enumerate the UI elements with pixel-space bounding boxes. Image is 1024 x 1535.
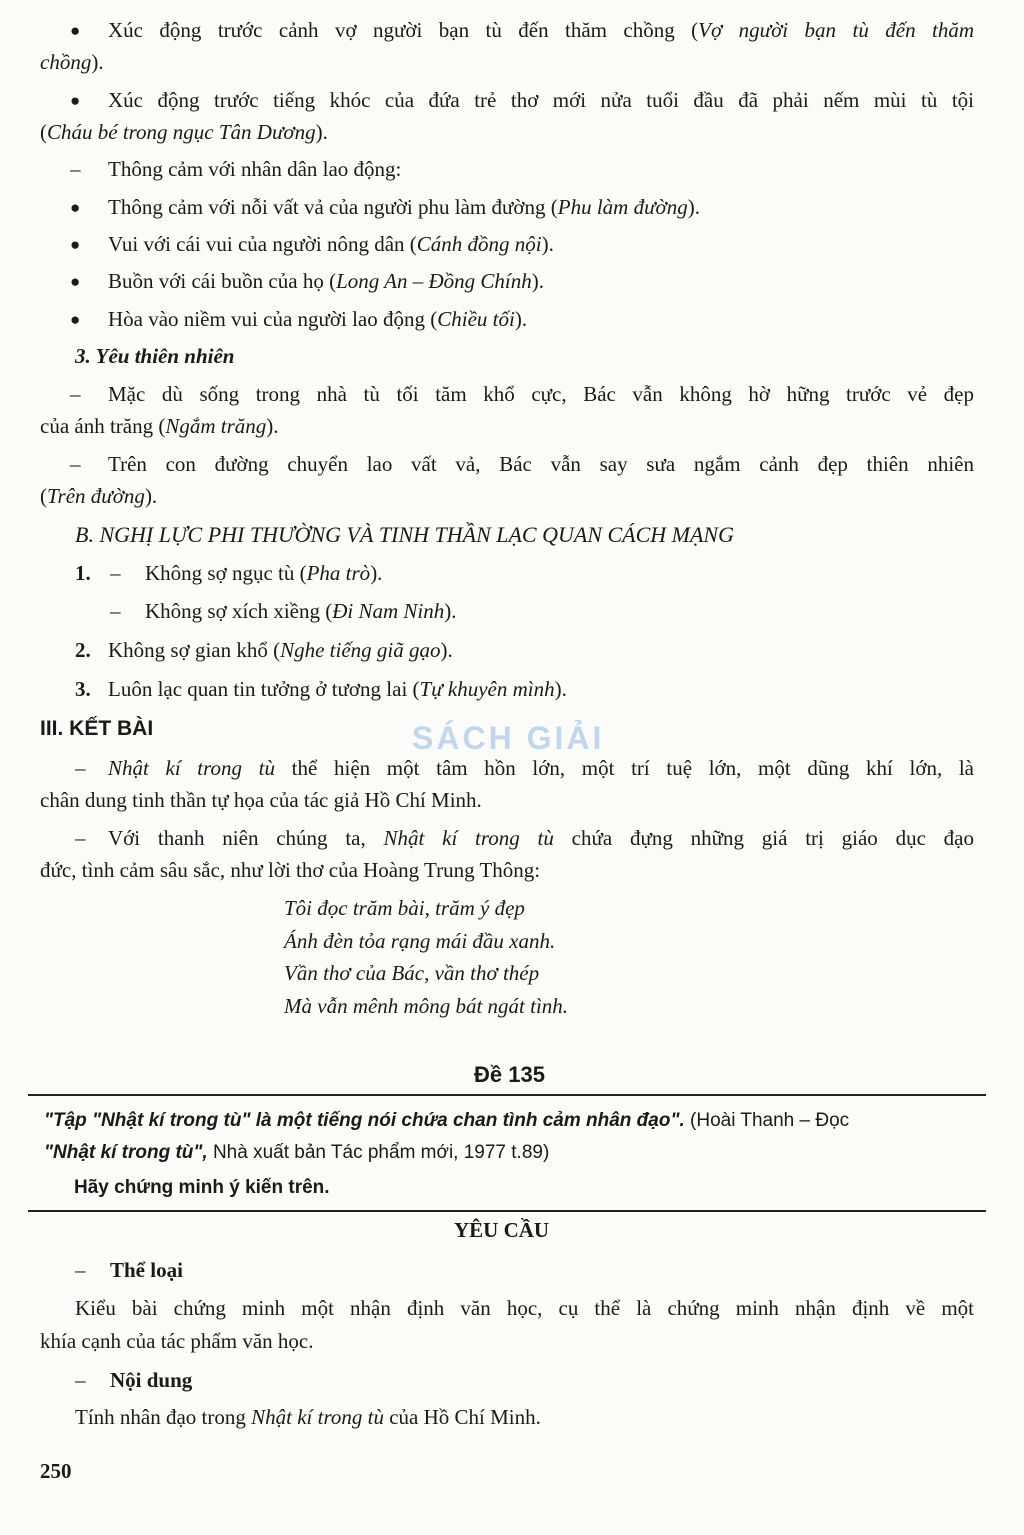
- section-heading: III. KẾT BÀI: [40, 717, 154, 740]
- text-line: Thông cảm với nhân dân lao động:: [108, 157, 402, 181]
- text-line: chân dung tinh thần tự họa của tác giả Hồ Chí Minh.: [40, 788, 482, 812]
- text-line: Không sợ gian khổ (Nghe tiếng giã gạo).: [108, 638, 453, 662]
- text-line: Tính nhân đạo trong Nhật kí trong tù của Hồ Chí Minh.: [75, 1405, 541, 1429]
- section-heading: 3. Yêu thiên nhiên: [75, 344, 235, 368]
- text-line: (Trên đường).: [40, 484, 158, 508]
- text-line: Kiểu bài chứng minh một nhận định văn học, cụ thể là chứng minh nhận định về một: [75, 1296, 974, 1320]
- dash-marker: –: [75, 826, 86, 850]
- text-line: Xúc động trước cảnh vợ người bạn tù đến thăm chồng (Vợ người bạn tù đến thăm: [108, 18, 974, 42]
- section-heading: YÊU CẦU: [454, 1218, 550, 1242]
- text-line: đức, tình cảm sâu sắc, như lời thơ của Hoàng Trung Thông:: [40, 858, 541, 882]
- text-line: Trên con đường chuyển lao vất vả, Bác vẫn say sưa ngắm cảnh đẹp thiên nhiên: [108, 452, 974, 476]
- bullet-icon: ●: [70, 21, 81, 40]
- prompt-line: Hãy chứng minh ý kiến trên.: [74, 1177, 330, 1198]
- dash-marker: –: [75, 756, 86, 780]
- exercise-title: Đề 135: [474, 1062, 545, 1087]
- text-line: (Cháu bé trong ngục Tân Dương).: [40, 120, 328, 144]
- page-number: 250: [40, 1459, 72, 1483]
- dash-marker: –: [110, 561, 121, 585]
- text-line: Không sợ xích xiềng (Đi Nam Ninh).: [145, 599, 457, 623]
- text-line: Buồn với cái buồn của họ (Long An – Đồng Chính).: [108, 269, 544, 293]
- text-line: của ánh trăng (Ngắm trăng).: [40, 414, 279, 438]
- dash-marker: –: [75, 1368, 86, 1392]
- text-line: Nhật kí trong tù thể hiện một tâm hồn lớn, một trí tuệ lớn, một dũng khí lớn, là: [108, 756, 975, 780]
- dash-marker: –: [110, 599, 121, 623]
- dash-marker: –: [70, 157, 81, 181]
- poem-line: Tôi đọc trăm bài, trăm ý đẹp: [284, 896, 525, 920]
- list-number: 3.: [75, 677, 91, 701]
- text-line: chồng).: [40, 50, 104, 74]
- text-line: Xúc động trước tiếng khóc của đứa trẻ thơ mới nửa tuổi đầu đã phải nếm mùi tù tội: [108, 88, 974, 112]
- bullet-icon: ●: [70, 235, 81, 254]
- section-heading: B. NGHỊ LỰC PHI THƯỜNG VÀ TINH THẦN LẠC QUAN CÁCH MẠNG: [75, 522, 734, 547]
- bullet-icon: ●: [70, 198, 81, 217]
- text-line: Với thanh niên chúng ta, Nhật kí trong tù chứa đựng những giá trị giáo dục đạo: [108, 826, 974, 850]
- text-line: khía cạnh của tác phẩm văn học.: [40, 1329, 314, 1353]
- dash-marker: –: [70, 452, 81, 476]
- dash-marker: –: [70, 382, 81, 406]
- text-line: Không sợ ngục tù (Pha trò).: [145, 561, 383, 585]
- list-number: 1.: [75, 561, 91, 585]
- dash-marker: –: [75, 1258, 86, 1282]
- poem-line: Mà vẫn mênh mông bát ngát tình.: [284, 994, 569, 1018]
- list-number: 2.: [75, 638, 91, 662]
- prompt-line: "Nhật kí trong tù", Nhà xuất bản Tác phẩm mới, 1977 t.89): [44, 1142, 550, 1163]
- prompt-line: "Tập "Nhật kí trong tù" là một tiếng nói chứa chan tình cảm nhân đạo". (Hoài Thanh – Đọc: [44, 1110, 850, 1131]
- subheading: Thể loại: [110, 1258, 183, 1282]
- bullet-icon: ●: [70, 91, 81, 110]
- text-line: Vui với cái vui của người nông dân (Cánh đồng nội).: [108, 232, 554, 256]
- bullet-icon: ●: [70, 310, 81, 329]
- text-line: Thông cảm với nỗi vất vả của người phu làm đường (Phu làm đường).: [108, 195, 700, 219]
- text-line: Luôn lạc quan tin tưởng ở tương lai (Tự khuyên mình).: [108, 677, 567, 701]
- poem-line: Ánh đèn tỏa rạng mái đầu xanh.: [284, 929, 556, 953]
- watermark: SÁCH GIẢI: [412, 720, 605, 756]
- subheading: Nội dung: [110, 1368, 193, 1392]
- bullet-icon: ●: [70, 272, 81, 291]
- text-line: Mặc dù sống trong nhà tù tối tăm khổ cực, Bác vẫn không hờ hững trước vẻ đẹp: [108, 382, 974, 406]
- prompt-box: [28, 1094, 986, 1212]
- text-line: Hòa vào niềm vui của người lao động (Chiều tối).: [108, 307, 528, 331]
- poem-line: Vần thơ của Bác, vần thơ thép: [284, 961, 540, 985]
